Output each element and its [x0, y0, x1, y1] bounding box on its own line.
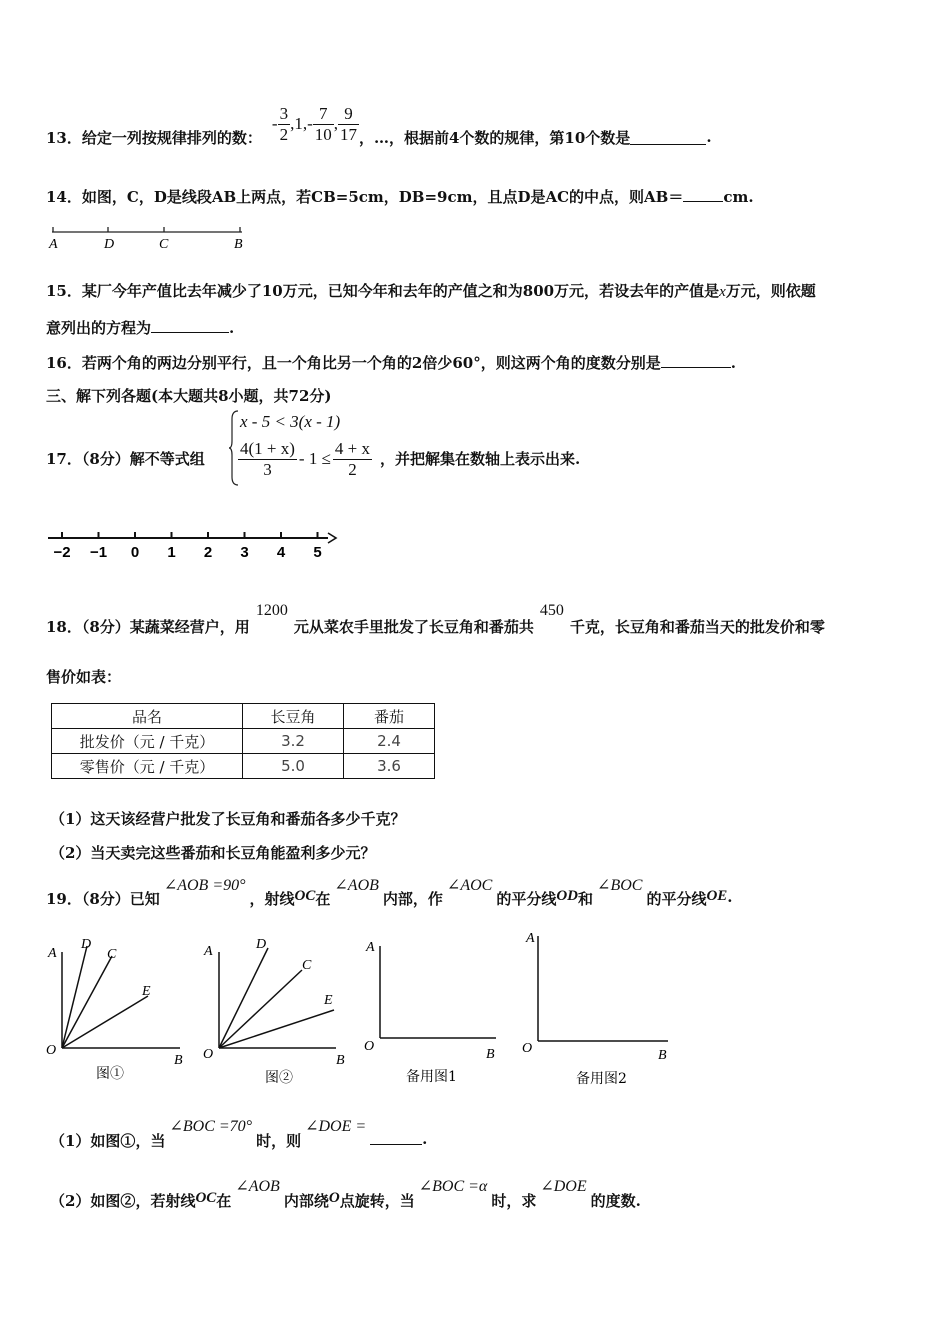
table-header-cell: 番茄 [344, 704, 435, 729]
q13-frac-3: $\frac{9}{17}$ [339, 103, 357, 144]
q18-weight: 450 [539, 602, 564, 619]
q19-text-g: 的平分线 [646, 890, 707, 908]
q18-price-table [51, 703, 435, 779]
number-line-tick-label: 1 [167, 544, 176, 561]
question-15 [46, 280, 816, 301]
q17-frac-right: $\frac{4 + x}{2}$ [334, 439, 371, 479]
table-cell: 3.2 [243, 729, 344, 754]
fig1-label-d: D [81, 937, 92, 952]
fig1-label-c: C [107, 947, 117, 962]
q13-seq-comma: , [333, 114, 338, 133]
q19-sub1-text-a: （1）如图①，当 [50, 1132, 166, 1150]
q19-sub2-oc: OC [195, 1190, 217, 1206]
q17-inequality-system [228, 409, 393, 487]
q18-line2: 售价如表： [46, 668, 122, 686]
question-16 [46, 352, 736, 373]
q19-sub2-text-d: 点旋转，当 [339, 1192, 415, 1210]
q19-sub2-angle3: ∠DOE [540, 1178, 587, 1195]
spare1-label-o: O [364, 1039, 375, 1054]
q19-sub2-angle2: ∠BOC =α [418, 1178, 488, 1195]
q16-end: . [730, 354, 736, 372]
q18-sub-2: （2）当天卖完这些番茄和长豆角能盈利多少元？ [50, 844, 376, 862]
number-line-tick-label: 5 [313, 544, 322, 561]
question-15-line2 [46, 317, 234, 338]
q19-angle-aob: ∠AOB [334, 877, 379, 894]
q19-figure-2 [198, 930, 358, 1090]
q19-angle-boc: ∠BOC [597, 877, 643, 894]
point-a-label: A [49, 237, 58, 252]
q19-sub2-text-c: 内部绕 [283, 1192, 329, 1210]
q18-text-a: 18．（8分）某蔬菜经营户，用 [46, 618, 250, 636]
q15-line1-a: 15．某厂今年产值比去年减少了10万元，已知今年和去年的产值之和为800万元，若设去年的产值是 [46, 282, 720, 300]
q19-sub2-angle: ∠AOB [235, 1178, 280, 1195]
fig1-label-o: O [46, 1043, 57, 1058]
q19-spare-figure-1 [358, 930, 518, 1090]
q19-sub2-text-e: 时，求 [491, 1192, 537, 1210]
section-3-title: 三、解下列各题(本大题共8小题，共72分) [46, 387, 332, 405]
spare1-label-b: B [486, 1047, 495, 1062]
q16-answer-blank[interactable] [661, 353, 731, 368]
spare2-label-b: B [658, 1048, 667, 1063]
q13-answer-blank[interactable] [630, 130, 706, 145]
question-18 [46, 602, 825, 637]
number-line-tick-label: −2 [53, 544, 71, 561]
question-14 [46, 186, 754, 207]
q16-text: 16．若两个角的两边分别平行，且一个角比另一个角的2倍少60°，则这两个角的度数分别是 [46, 354, 661, 372]
q14-answer-blank[interactable] [683, 187, 723, 202]
q19-figure-1 [40, 930, 200, 1085]
q17-number-line [44, 526, 344, 566]
q15-line1-b: 万元，则依题 [725, 282, 816, 300]
spare2-caption: 备用图2 [576, 1071, 627, 1087]
fig1-label-a: A [48, 946, 57, 961]
fig2-label-e: E [324, 993, 333, 1008]
q19-text-b: ，射线 [249, 890, 295, 908]
q19-text-a: 19．（8分）已知 [46, 890, 160, 908]
q14-unit: cm. [723, 188, 754, 206]
q19-sub1-text-b: 时，则 [256, 1132, 302, 1150]
q17-ineq-2-mid: - 1 ≤ [298, 449, 331, 469]
fig1-label-e: E [142, 984, 151, 999]
number-line-tick-label: 2 [203, 544, 213, 561]
table-row [52, 729, 435, 754]
question-17-suffix: ，并把解集在数轴上表示出来. [380, 450, 581, 468]
q14-text: 14．如图，C，D是线段AB上两点，若CB=5cm，DB=9cm，且点D是AC的中点，则AB＝ [46, 188, 684, 206]
spare2-label-a: A [526, 931, 535, 946]
q13-frac-1: $\frac{3}{2}$ [279, 103, 289, 144]
table-cell: 3.6 [344, 754, 435, 779]
spare1-caption: 备用图1 [406, 1069, 457, 1085]
spare2-label-o: O [522, 1041, 533, 1056]
q18-text-b: 元从菜农手里批发了长豆角和番茄共 [293, 618, 534, 636]
point-c-label: C [159, 237, 169, 252]
table-header-row [52, 704, 435, 729]
question-13 [46, 101, 712, 147]
q19-sub1-angle: ∠BOC =70° [169, 1118, 253, 1135]
table-header-cell: 长豆角 [243, 704, 344, 729]
number-line-tick-label: −1 [89, 544, 108, 561]
spare1-label-a: A [366, 940, 375, 955]
q19-text-c: 在 [315, 890, 331, 908]
number-line-tick-label: 3 [240, 544, 249, 561]
q13-frac-2: $\frac{7}{10}$ [314, 103, 332, 144]
q19-text-h: . [727, 888, 733, 906]
point-b-label: B [234, 237, 243, 252]
fig2-label-d: D [256, 937, 267, 952]
q13-end: . [706, 128, 712, 146]
q18-money: 1200 [255, 602, 288, 619]
table-header-cell: 品名 [52, 704, 243, 729]
q19-oe: OE [706, 888, 728, 904]
q19-spare-figure-2 [518, 928, 688, 1088]
q13-seq-mid: ,1,- [290, 114, 313, 133]
q17-frac-left: $\frac{4(1 + x)}{3}$ [240, 439, 295, 479]
q19-sub-2 [50, 1176, 641, 1211]
q19-sub-1 [50, 1116, 427, 1151]
q15-line2: 意列出的方程为 [46, 319, 152, 337]
question-17-prefix: 17．（8分）解不等式组 [46, 450, 205, 468]
q19-sub2-text-b: 在 [216, 1192, 232, 1210]
q18-text-c: 千克，长豆角和番茄当天的批发价和零 [569, 618, 825, 636]
table-cell: 5.0 [243, 754, 344, 779]
table-cell: 零售价（元 / 千克） [52, 754, 243, 779]
q13-sequence [272, 104, 359, 144]
q14-segment-figure [44, 216, 254, 256]
q18-sub-1: （1）这天该经营户批发了长豆角和番茄各多少千克？ [50, 810, 406, 828]
q19-sub2-o: O [328, 1190, 340, 1206]
fig2-label-a: A [204, 944, 213, 959]
q19-sub2-text-a: （2）如图②，若射线 [50, 1192, 196, 1210]
q19-sub1-answer-blank[interactable] [370, 1130, 422, 1145]
q19-oc: OC [294, 888, 316, 904]
point-d-label: D [104, 237, 115, 252]
q13-suffix: ，…，根据前4个数的规律，第10个数是 [358, 128, 631, 147]
q19-sub1-angle2: ∠DOE = [305, 1118, 367, 1135]
q13-prefix: 13．给定一列按规律排列的数： [46, 128, 262, 147]
q19-angle-given: ∠AOB =90° [163, 877, 246, 894]
q19-angle-aoc: ∠AOC [446, 877, 493, 894]
q17-ineq-1: x - 5 < 3(x - 1) [240, 412, 341, 431]
q19-sub1-end: . [422, 1130, 428, 1148]
number-line-tick-label: 0 [130, 544, 140, 561]
q17-ineq-2 [238, 439, 372, 479]
fig2-label-o: O [203, 1047, 214, 1062]
q13-seq-sign: - [271, 114, 278, 133]
fig1-caption: 图① [96, 1066, 124, 1082]
q19-sub2-text-f: 的度数. [590, 1192, 641, 1210]
table-cell: 2.4 [344, 729, 435, 754]
q19-text-f: 和 [578, 890, 594, 908]
q15-end: . [229, 319, 235, 337]
question-19 [46, 875, 733, 909]
table-row [52, 754, 435, 779]
fig2-caption: 图② [265, 1070, 293, 1086]
fig2-label-b: B [336, 1053, 345, 1068]
fig1-label-b: B [174, 1053, 183, 1068]
number-line-tick-label: 4 [276, 544, 286, 561]
q19-text-e: 的平分线 [496, 890, 557, 908]
q19-od: OD [556, 888, 579, 904]
fig2-label-c: C [302, 958, 312, 973]
q15-answer-blank[interactable] [151, 318, 229, 333]
q15-var: x [719, 284, 726, 300]
q19-text-d: 内部，作 [382, 890, 443, 908]
number-line-arrow [328, 533, 336, 543]
table-cell: 批发价（元 / 千克） [52, 729, 243, 754]
